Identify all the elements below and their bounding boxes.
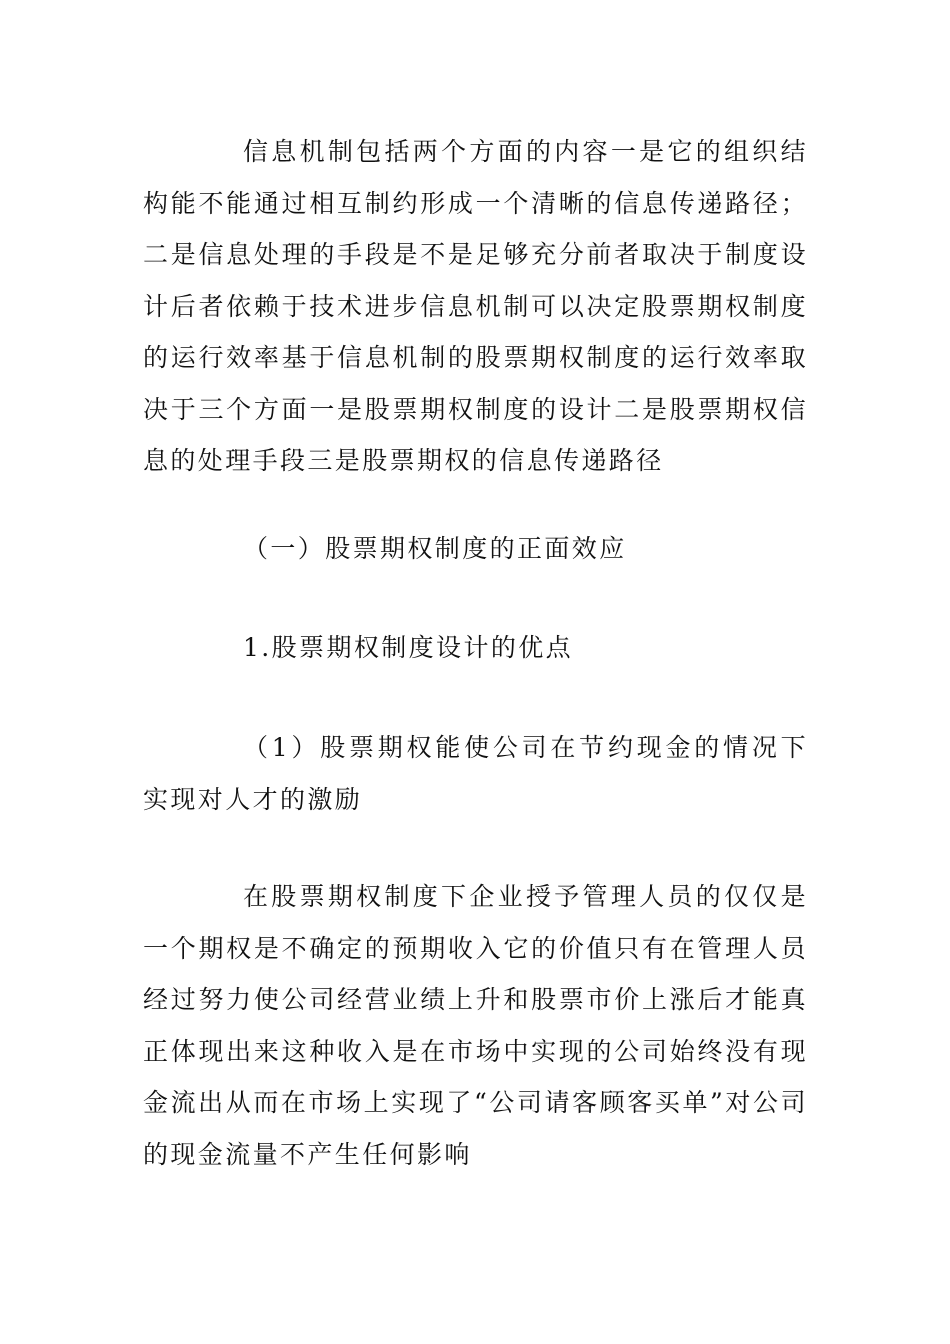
body-paragraph-information-mechanism: 信息机制包括两个方面的内容一是它的组织结构能不能通过相互制约形成一个清晰的信息传递路径；二是信息处理的手段是不是足够充分前者取决于制度设计后者依赖于技术进步信息机制可以决定股票期权制度的运行效率基于信息机制的股票期权制度的运行效率取决于三个方面一是股票期权制度的设计二是股票期权信息的处理手段三是股票期权的信息传递路径	[143, 137, 808, 475]
body-paragraph-stock-option-grant: 在股票期权制度下企业授予管理人员的仅仅是一个期权是不确定的预期收入它的价值只有在管理人员经过努力使公司经营业绩上升和股票市价上涨后才能真正体现出来这种收入是在市场中实现的公司始终没有现金流出从而在市场上实现了“公司请客顾客买单”对公司的现金流量不产生任何影响	[143, 882, 808, 1169]
point-heading-cash-saving-incentive: （1）股票期权能使公司在节约现金的情况下实现对人才的激励	[143, 733, 808, 814]
section-heading-positive-effects: （一）股票期权制度的正面效应	[243, 534, 627, 563]
subsection-heading-design-advantages: 1.股票期权制度设计的优点	[243, 633, 574, 662]
